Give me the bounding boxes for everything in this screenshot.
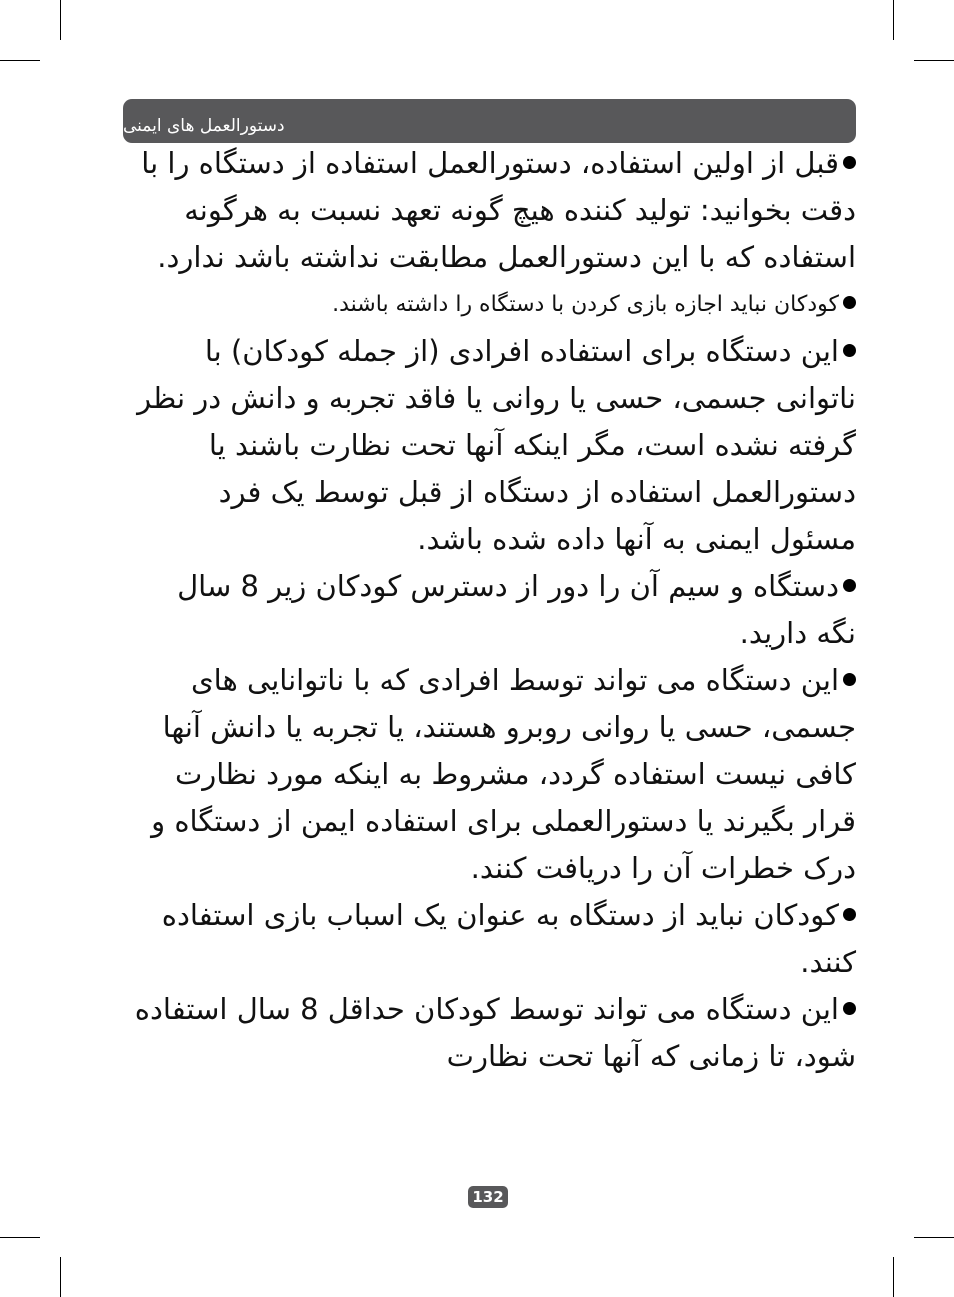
bullet-dot-icon xyxy=(843,908,856,921)
bullet-dot-icon xyxy=(843,156,856,169)
crop-mark xyxy=(60,0,61,40)
bullet-item xyxy=(130,892,856,986)
section-title: دستورالعمل های ایمنی xyxy=(123,116,285,136)
bullet-item xyxy=(130,140,856,281)
bullet-text: کودکان نباید اجازه بازی کردن با دستگاه را داشته باشند. xyxy=(332,292,839,317)
bullet-item xyxy=(130,657,856,892)
crop-mark xyxy=(893,1257,894,1297)
bullet-text: قبل از اولین استفاده، دستورالعمل استفاده از دستگاه را با دقت بخوانید: تولید کننده هیچ گونه تعهد نسبت به هرگونه استفاده که با این دستورالعمل مطابقت نداشته باشد ندارد. xyxy=(141,146,856,274)
bullet-dot-icon xyxy=(843,1002,856,1015)
crop-mark xyxy=(60,1257,61,1297)
bullet-text: دستگاه و سیم آن را دور از دسترس کودکان زیر 8 سال نگه دارید. xyxy=(177,569,856,650)
bullet-text: این دستگاه می تواند توسط کودکان حداقل 8 سال استفاده شود، تا زمانی که آنها تحت نظارت xyxy=(134,992,856,1073)
bullet-dot-icon xyxy=(843,673,856,686)
page-number: 132 xyxy=(472,1188,504,1206)
bullet-dot-icon xyxy=(843,296,856,309)
bullet-text: این دستگاه برای استفاده افرادی (از جمله کودکان) با ناتوانی جسمی، حسی یا روانی یا فاقد تجربه و دانش در نظر گرفته نشده است، مگر اینکه آنها تحت نظارت باشند یا دستورالعمل استفاده از دستگاه از قبل توسط یک فرد مسئول ایمنی به آنها داده شده باشد. xyxy=(137,334,856,556)
crop-mark xyxy=(893,0,894,40)
section-header xyxy=(123,99,856,143)
bullet-dot-icon xyxy=(843,579,856,592)
bullet-dot-icon xyxy=(843,344,856,357)
crop-mark xyxy=(914,60,954,61)
bullet-text: کودکان نباید از دستگاه به عنوان یک اسباب بازی استفاده کنند. xyxy=(161,898,856,979)
safety-instructions-list xyxy=(130,140,856,1080)
crop-mark xyxy=(0,1237,40,1238)
crop-mark xyxy=(0,60,40,61)
bullet-item xyxy=(130,563,856,657)
bullet-item xyxy=(130,986,856,1080)
bullet-text: این دستگاه می تواند توسط افرادی که با ناتوانایی های جسمی، حسی یا روانی روبرو هستند، یا تجربه یا دانش آنها کافی نیست استفاده گردد، مشروط به اینکه مورد نظارت قرار بگیرند یا دستورالعملی برای استفاده ایمن از دستگاه و درک خطرات آن را دریافت کنند. xyxy=(151,663,856,885)
page-number-badge xyxy=(468,1186,508,1208)
crop-mark xyxy=(914,1237,954,1238)
bullet-item xyxy=(130,328,856,563)
bullet-item xyxy=(130,281,856,328)
